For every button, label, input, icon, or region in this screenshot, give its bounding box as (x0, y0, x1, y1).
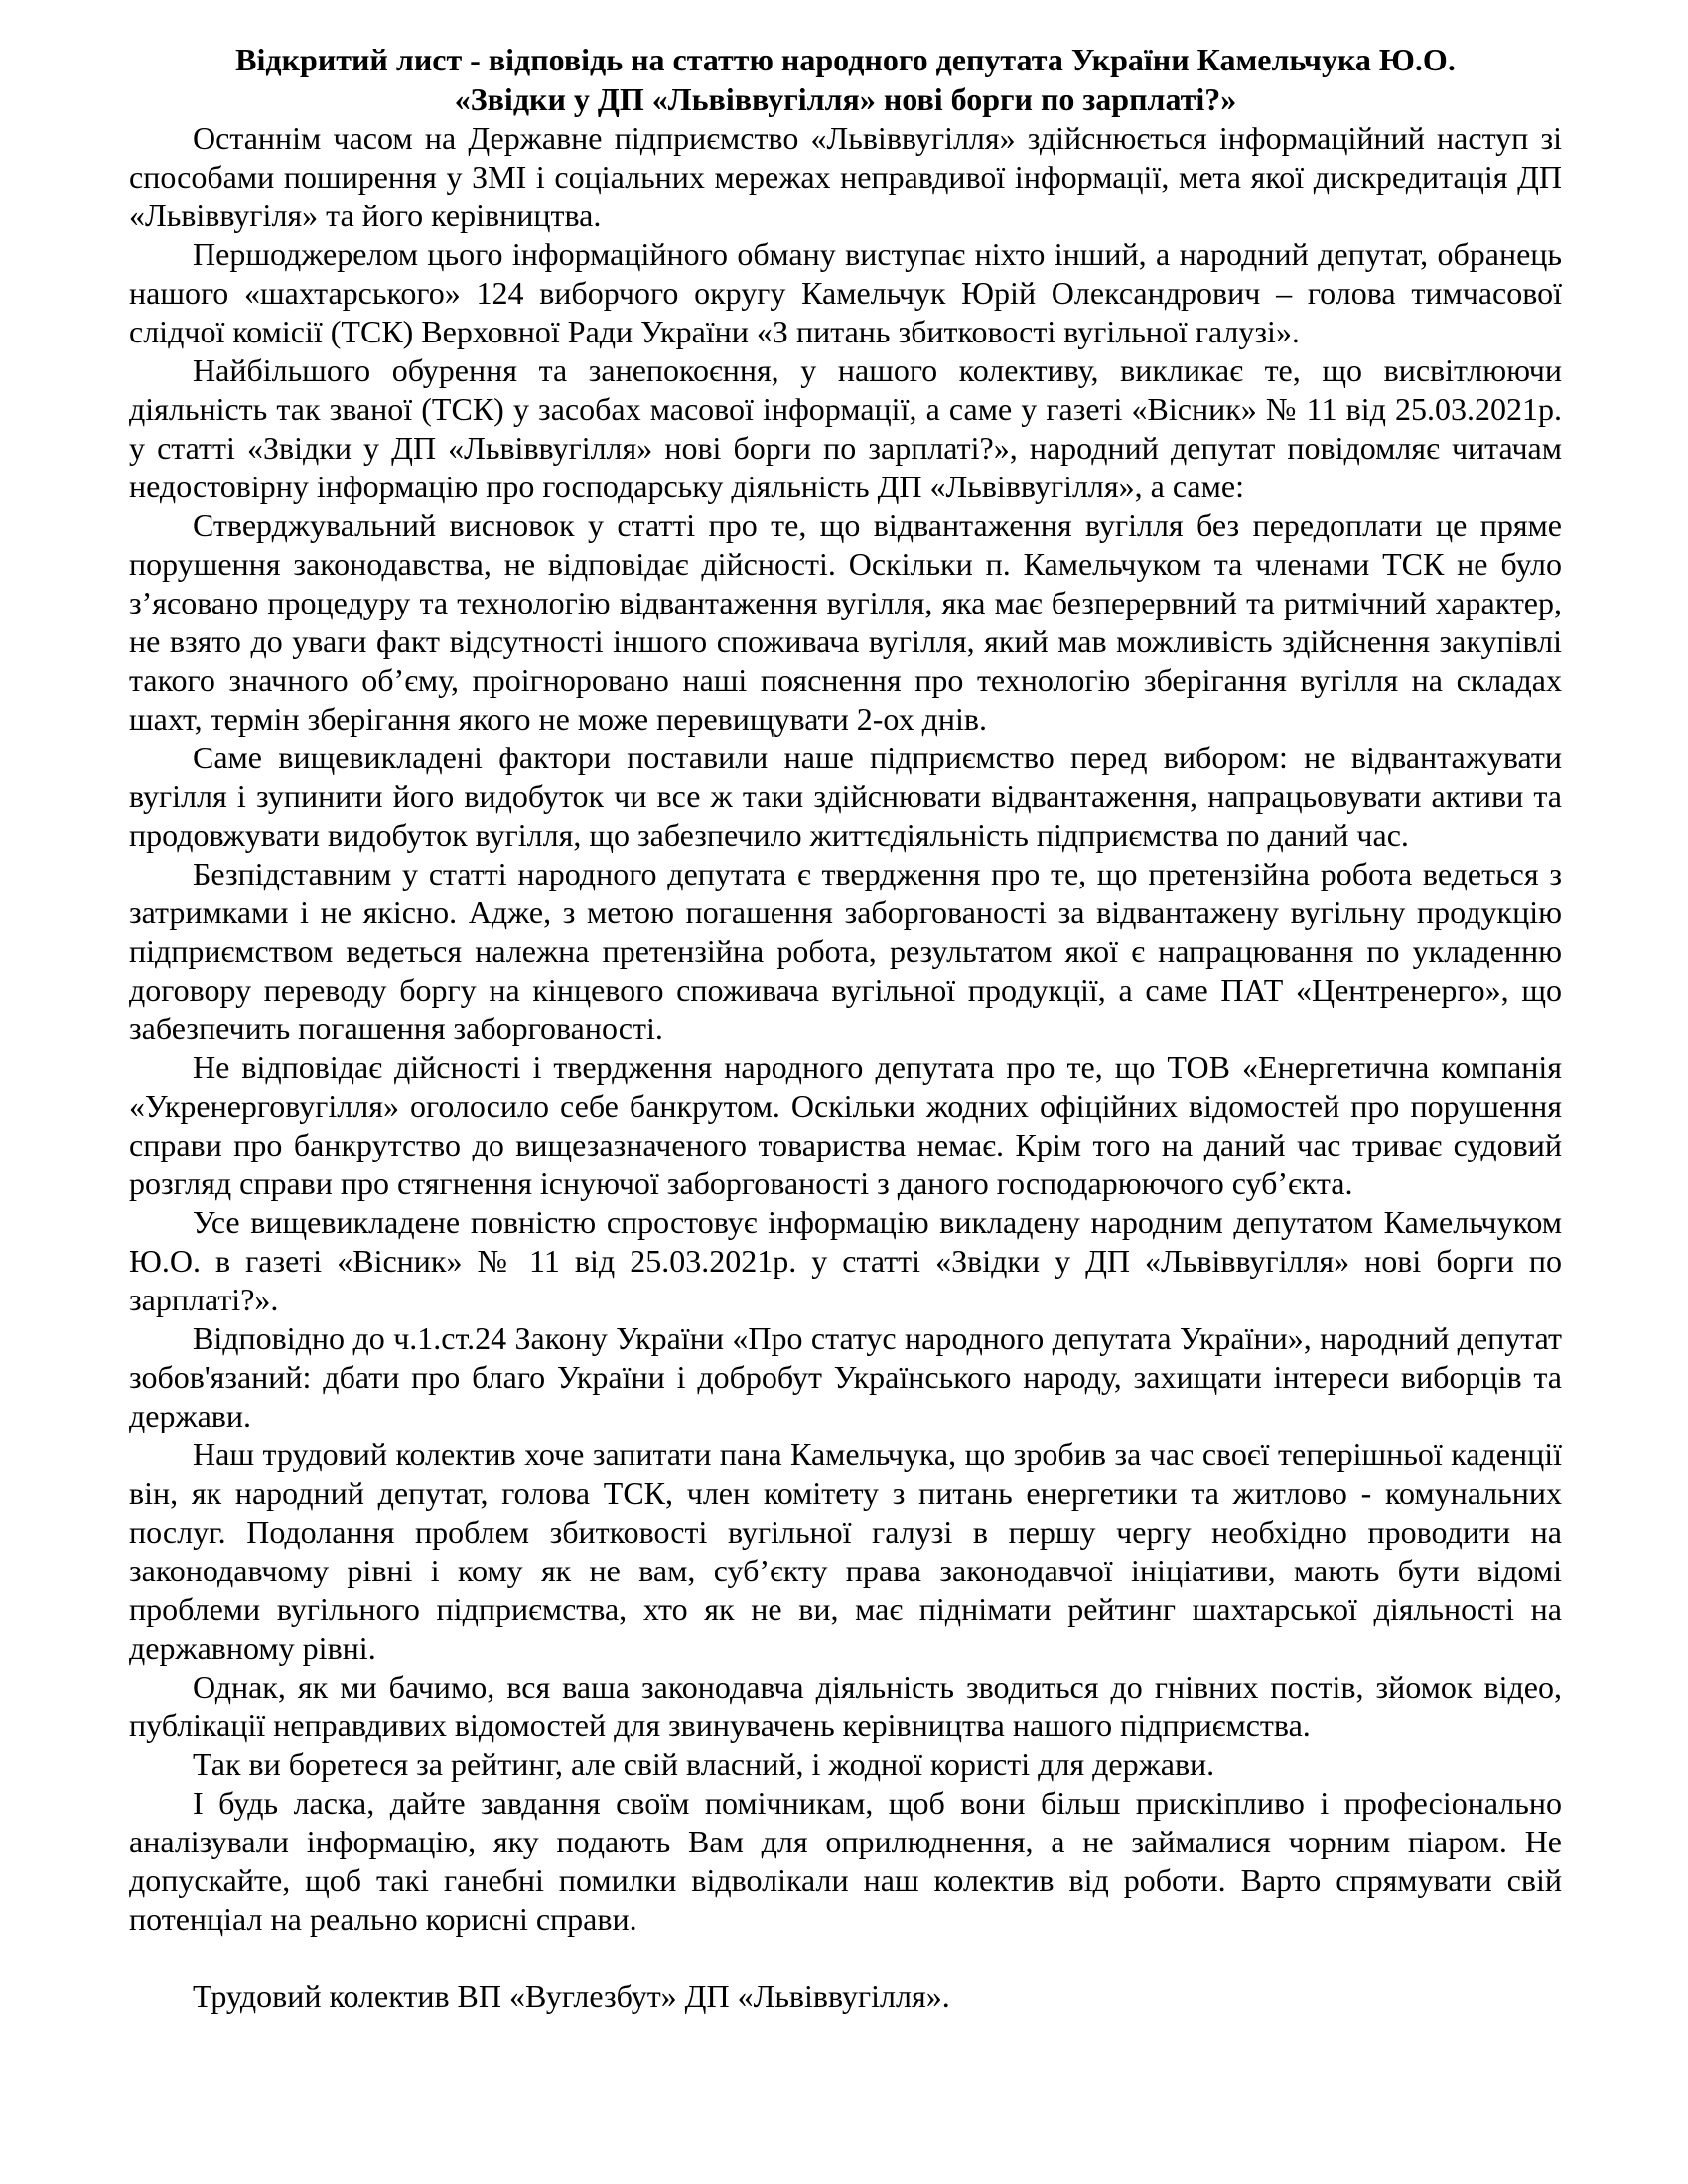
paragraph-question-to-kamelchuk: Наш трудовий колектив хоче запитати пана Камельчука, що зробив за час своєї теперішньої каденції він, як народний депутат, голова ТСК, член комітету з питань енергетики та житлово - комунальних послуг. Подолання проблем збитковості вугільної галузі в першу чергу необхідно проводити на законодавчому рівні і кому як не вам, суб’єкту права законодавчої ініціативи, мають бути відомі проблеми вугільного підприємства, хто як не ви, має піднімати рейтинг шахтарської діяльності на державному рівні. (129, 1436, 1562, 1666)
paragraph-legislative-activity: Однак, як ми бачимо, вся ваша законодавча діяльність зводиться до гнівних постів, зйомок відео, публікації неправдивих відомостей для звинувачень керівництва нашого підприємства. (129, 1669, 1562, 1743)
paragraph-intro: Останнім часом на Державне підприємство «Львіввугілля» здійснюється інформаційний наступ зі способами поширення у ЗМІ і соціальних мережах неправдивої інформації, мета якої дискредитація ДП «Львіввугіля» та його керівництва. (129, 120, 1562, 233)
document-title-line-1: Відкритий лист - відповідь на статтю народного депутата України Камельчука Ю.О. (235, 42, 1456, 77)
paragraph-shipping-without-prepayment: Стверджувальний висновок у статті про те, що відвантаження вугілля без передоплати це пряме порушення законодавства, не відповідає дійсності. Оскільки п. Камельчуком та членами ТСК не було з’ясовано процедуру та технологію відвантаження вугілля, яка має безперервний та ритмічний характер, не взято до уваги факт відсутності іншого споживача вугілля, який мав можливість здійснення закупівлі такого значного об’єму, проігноровано наші пояснення про технологію зберігання вугілля на складах шахт, термін зберігання якого не може перевищувати 2-ох днів. (129, 507, 1562, 737)
paragraph-advice-to-assistants: І будь ласка, дайте завдання своїм помічникам, щоб вони більш прискіпливо і професіонально аналізували інформацію, яку подають Вам для оприлюднення, а не займалися чорним піаром. Не допускайте, щоб такі ганебні помилки відволікали наш колектив від роботи. Варто спрямувати свій потенціал на реально корисні справи. (129, 1785, 1562, 1937)
paragraph-law-on-deputy-status: Відповідно до ч.1.ст.24 Закону України «Про статус народного депутата України», народний депутат зобов'язаний: дбати про благо України і добробут Українського народу, захищати інтереси виборців та держави. (129, 1320, 1562, 1433)
paragraph-rating: Так ви боретеся за рейтинг, але свій власний, і жодної користі для держави. (193, 1746, 1215, 1782)
signature-line: Трудовий колектив ВП «Вуглезбут» ДП «Львіввугілля». (193, 1979, 950, 2014)
document-title-line-2: «Звідки у ДП «Львіввугілля» нові борги по зарплаті?» (454, 81, 1237, 117)
paragraph-claims-work: Безпідставним у статті народного депутата є твердження про те, що претензійна робота ведеться з затримками і не якісно. Адже, з метою погашення заборгованості за відвантажену вугільну продукцію підприємством ведеться належна претензійна робота, результатом якої є напрацювання по укладенню договору переводу боргу на кінцевого споживача вугільної продукції, а саме ПАТ «Центренерго», що забезпечить погашення заборгованості. (129, 856, 1562, 1046)
paragraph-refutation: Усе вищевикладене повністю спростовує інформацію викладену народним депутатом Камельчуком Ю.О. в газеті «Вісник» № 11 від 25.03.2021р. у статті «Звідки у ДП «Львіввугілля» нові борги по зарплаті?». (129, 1204, 1562, 1317)
paragraph-source-of-misinformation: Першоджерелом цього інформаційного обману виступає ніхто інший, а народний депутат, обранець нашого «шахтарського» 124 виборчого округу Камельчук Юрій Олександрович – голова тимчасової слідчої комісії (ТСК) Верховної Ради України «З питань збитковості вугільної галузі». (129, 236, 1562, 349)
paragraph-ukrenerhovuhillia: Не відповідає дійсності і твердження народного депутата про те, що ТОВ «Енергетична компанія «Укренерговугілля» оголосило себе банкрутом. Оскільки жодних офіційних відомостей про порушення справи про банкрутство до вищезазначеного товариства немає. Крім того на даний час триває судовий розгляд справи про стягнення існуючої заборгованості з даного господарюючого суб’єкта. (129, 1049, 1562, 1201)
document-title (129, 40, 1562, 119)
paragraph-newspaper-article: Найбільшого обурення та занепокоєння, у нашого колективу, викликає те, що висвітлюючи діяльність так званої (ТСК) у засобах масової інформації, а саме у газеті «Вісник» № 11 від 25.03.2021р. у статті «Звідки у ДП «Львіввугілля» нові борги по зарплаті?», народний депутат повідомляє читачам недостовірну інформацію про господарську діяльність ДП «Львіввугілля», а саме: (129, 352, 1562, 504)
paragraph-factors-choice: Саме вищевикладені фактори поставили наше підприємство перед вибором: не відвантажувати вугілля і зупинити його видобуток чи все ж таки здійснювати відвантаження, напрацьовувати активи та продовжувати видобуток вугілля, що забезпечило життєдіяльність підприємства по даний час. (129, 740, 1562, 853)
